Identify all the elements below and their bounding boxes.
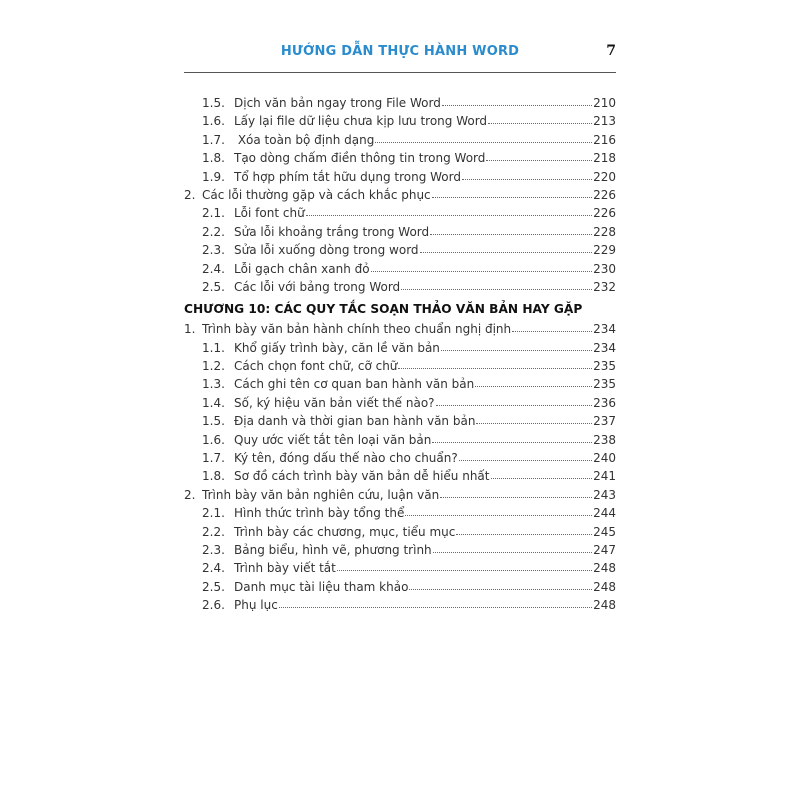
toc-entry-number: 1.8. xyxy=(202,469,225,484)
toc-entry-title: Lấy lại file dữ liệu chưa kịp lưu trong Word xyxy=(234,114,488,129)
dot-leader xyxy=(337,566,592,571)
page-number: 7 xyxy=(606,43,616,59)
toc-entry-number: 2.1. xyxy=(202,206,225,221)
toc-entry-title: Trình bày các chương, mục, tiểu mục xyxy=(234,524,456,539)
toc-entry-number: 2.5. xyxy=(202,579,225,594)
toc-entry-number: 2.2. xyxy=(202,224,225,239)
toc-entry xyxy=(184,467,616,485)
toc-entry-number: 2.1. xyxy=(202,506,225,521)
toc-entry-page: 210 xyxy=(593,96,616,110)
toc-entry-title: Lỗi font chữ xyxy=(234,206,305,221)
dot-leader xyxy=(476,419,592,424)
toc-entry xyxy=(184,523,616,541)
toc-entry-title: Ký tên, đóng dấu thế nào cho chuẩn? xyxy=(234,451,458,466)
toc-entry-page: 216 xyxy=(593,132,616,147)
toc-entry-number: 2.4. xyxy=(202,561,225,576)
toc-entry xyxy=(184,131,616,149)
toc-entry xyxy=(184,204,616,222)
toc-section xyxy=(184,320,616,338)
toc-entry-number: 1.7. xyxy=(202,451,225,466)
toc-entry-title: Cách chọn font chữ, cỡ chữ xyxy=(234,359,398,374)
toc-entry-page: 228 xyxy=(593,224,616,239)
toc-entry-title: Tạo dòng chấm điền thông tin trong Word xyxy=(234,151,486,166)
toc-entry-page: 218 xyxy=(593,151,616,166)
toc-entry-title: Bảng biểu, hình vẽ, phương trình xyxy=(234,542,432,557)
dot-leader xyxy=(401,285,592,290)
toc-section-number: 2. xyxy=(184,487,196,502)
toc-section-title: Các lỗi thường gặp và cách khắc phục xyxy=(202,187,431,202)
dot-leader xyxy=(371,267,593,272)
dot-leader xyxy=(432,438,592,443)
toc-entry xyxy=(184,412,616,430)
toc-section-page: 234 xyxy=(593,322,616,337)
dot-leader xyxy=(420,248,593,253)
dot-leader xyxy=(440,493,592,498)
toc-entry-number: 1.7. xyxy=(202,132,225,147)
toc-entry-title: Khổ giấy trình bày, căn lề văn bản xyxy=(234,340,440,355)
dot-leader xyxy=(441,346,592,351)
toc-entry xyxy=(184,375,616,393)
toc-entry-title: Sửa lỗi khoảng trắng trong Word xyxy=(234,224,430,239)
dot-leader xyxy=(456,530,592,535)
dot-leader xyxy=(375,138,592,143)
dot-leader xyxy=(398,364,592,369)
dot-leader xyxy=(462,175,592,180)
toc-entry-number: 1.4. xyxy=(202,395,225,410)
toc-entry-title: Số, ký hiệu văn bản viết thế nào? xyxy=(234,395,435,410)
toc-entry-title: Tổ hợp phím tắt hữu dụng trong Word xyxy=(234,169,461,184)
toc-entry-title: Hình thức trình bày tổng thể xyxy=(234,506,405,521)
toc-entry xyxy=(184,559,616,577)
toc-section xyxy=(184,186,616,204)
toc-entry-number: 1.5. xyxy=(202,414,225,429)
toc-entry xyxy=(184,168,616,186)
toc-entry-title: Quy ước viết tắt tên loại văn bản xyxy=(234,432,432,447)
dot-leader xyxy=(306,211,592,216)
dot-leader xyxy=(436,401,593,406)
toc-entry-number: 2.6. xyxy=(202,598,225,613)
toc-section-number: 2. xyxy=(184,187,196,202)
dot-leader xyxy=(409,585,592,590)
toc-entry-page: 247 xyxy=(593,542,616,557)
toc-entry xyxy=(184,149,616,167)
toc-entry-title: Dịch văn bản ngay trong File Word xyxy=(234,96,441,110)
dot-leader xyxy=(512,327,592,332)
toc-entry-page: 248 xyxy=(593,561,616,576)
dot-leader xyxy=(459,456,592,461)
toc-entry xyxy=(184,504,616,522)
toc-entry xyxy=(184,260,616,278)
toc-section-title: Trình bày văn bản nghiên cứu, luận văn xyxy=(202,487,440,502)
toc-entry-page: 236 xyxy=(593,395,616,410)
toc-entry xyxy=(184,241,616,259)
toc-entry-number: 1.6. xyxy=(202,432,225,447)
dot-leader xyxy=(442,101,592,106)
toc-entry xyxy=(184,94,616,112)
toc-entry-title: Phụ lục xyxy=(234,598,278,613)
table-of-contents xyxy=(184,94,616,615)
toc-entry-number: 2.4. xyxy=(202,261,225,276)
page-header xyxy=(184,44,616,70)
toc-entry xyxy=(184,112,616,130)
toc-entry-number: 2.3. xyxy=(202,243,225,258)
dot-leader xyxy=(279,603,592,608)
toc-entry-title: Sơ đồ cách trình bày văn bản dễ hiểu nhất xyxy=(234,469,490,484)
toc-entry-number: 2.5. xyxy=(202,279,225,294)
toc-entry-page: 237 xyxy=(593,414,616,429)
toc-entry-number: 1.5. xyxy=(202,96,225,110)
running-title: HƯỚNG DẪN THỰC HÀNH WORD xyxy=(280,44,520,59)
toc-entry-title: Sửa lỗi xuống dòng trong word xyxy=(234,243,419,258)
toc-entry xyxy=(184,339,616,357)
chapter-heading: CHƯƠNG 10: CÁC QUY TẮC SOẠN THẢO VĂN BẢN HAY GẶP xyxy=(184,302,583,317)
toc-entry-title: Xóa toàn bộ định dạng xyxy=(234,132,375,147)
dot-leader xyxy=(432,193,592,198)
toc-entry-number: 1.6. xyxy=(202,114,225,129)
toc-entry xyxy=(184,431,616,449)
toc-entry-page: 240 xyxy=(593,451,616,466)
dot-leader xyxy=(430,230,592,235)
toc-section xyxy=(184,486,616,504)
dot-leader xyxy=(491,474,593,479)
toc-section-number: 1. xyxy=(184,322,196,337)
toc-entry-page: 213 xyxy=(593,114,616,129)
dot-leader xyxy=(488,119,592,124)
toc-entry-page: 244 xyxy=(593,506,616,521)
toc-entry-title: Địa danh và thời gian ban hành văn bản xyxy=(234,414,476,429)
toc-entry-title: Các lỗi với bảng trong Word xyxy=(234,279,401,294)
toc-entry-number: 1.2. xyxy=(202,359,225,374)
toc-entry xyxy=(184,449,616,467)
toc-entry xyxy=(184,223,616,241)
toc-entry-title: Cách ghi tên cơ quan ban hành văn bản xyxy=(234,377,475,392)
dot-leader xyxy=(486,156,592,161)
toc-section-page: 243 xyxy=(593,487,616,502)
toc-entry-page: 248 xyxy=(593,598,616,613)
toc-entry-number: 1.8. xyxy=(202,151,225,166)
toc-entry-number: 2.2. xyxy=(202,524,225,539)
toc-entry-title: Trình bày viết tắt xyxy=(234,561,336,576)
toc-entry-page: 232 xyxy=(593,279,616,294)
toc-entry xyxy=(184,541,616,559)
toc-entry xyxy=(184,357,616,375)
toc-entry-number: 2.3. xyxy=(202,542,225,557)
toc-entry-page: 229 xyxy=(593,243,616,258)
toc-section-page: 226 xyxy=(593,187,616,202)
dot-leader xyxy=(475,382,592,387)
toc-entry-page: 230 xyxy=(593,261,616,276)
toc-entry xyxy=(184,578,616,596)
toc-entry xyxy=(184,596,616,614)
toc-entry-page: 245 xyxy=(593,524,616,539)
dot-leader xyxy=(433,548,592,553)
toc-section-title: Trình bày văn bản hành chính theo chuẩn nghị định xyxy=(202,322,512,337)
toc-entry-page: 235 xyxy=(593,377,616,392)
toc-entry-number: 1.3. xyxy=(202,377,225,392)
toc-entry-page: 220 xyxy=(593,169,616,184)
header-rule xyxy=(184,72,616,73)
toc-entry-page: 235 xyxy=(593,359,616,374)
toc-entry-page: 234 xyxy=(593,340,616,355)
toc-entry-page: 238 xyxy=(593,432,616,447)
toc-entry xyxy=(184,278,616,296)
toc-entry-number: 1.9. xyxy=(202,169,225,184)
toc-entry-page: 226 xyxy=(593,206,616,221)
toc-entry xyxy=(184,394,616,412)
toc-entry-number: 1.1. xyxy=(202,340,225,355)
toc-entry-page: 248 xyxy=(593,579,616,594)
toc-entry-page: 241 xyxy=(593,469,616,484)
toc-entry-title: Danh mục tài liệu tham khảo xyxy=(234,579,409,594)
dot-leader xyxy=(405,511,592,516)
toc-entry-title: Lỗi gạch chân xanh đỏ xyxy=(234,261,370,276)
